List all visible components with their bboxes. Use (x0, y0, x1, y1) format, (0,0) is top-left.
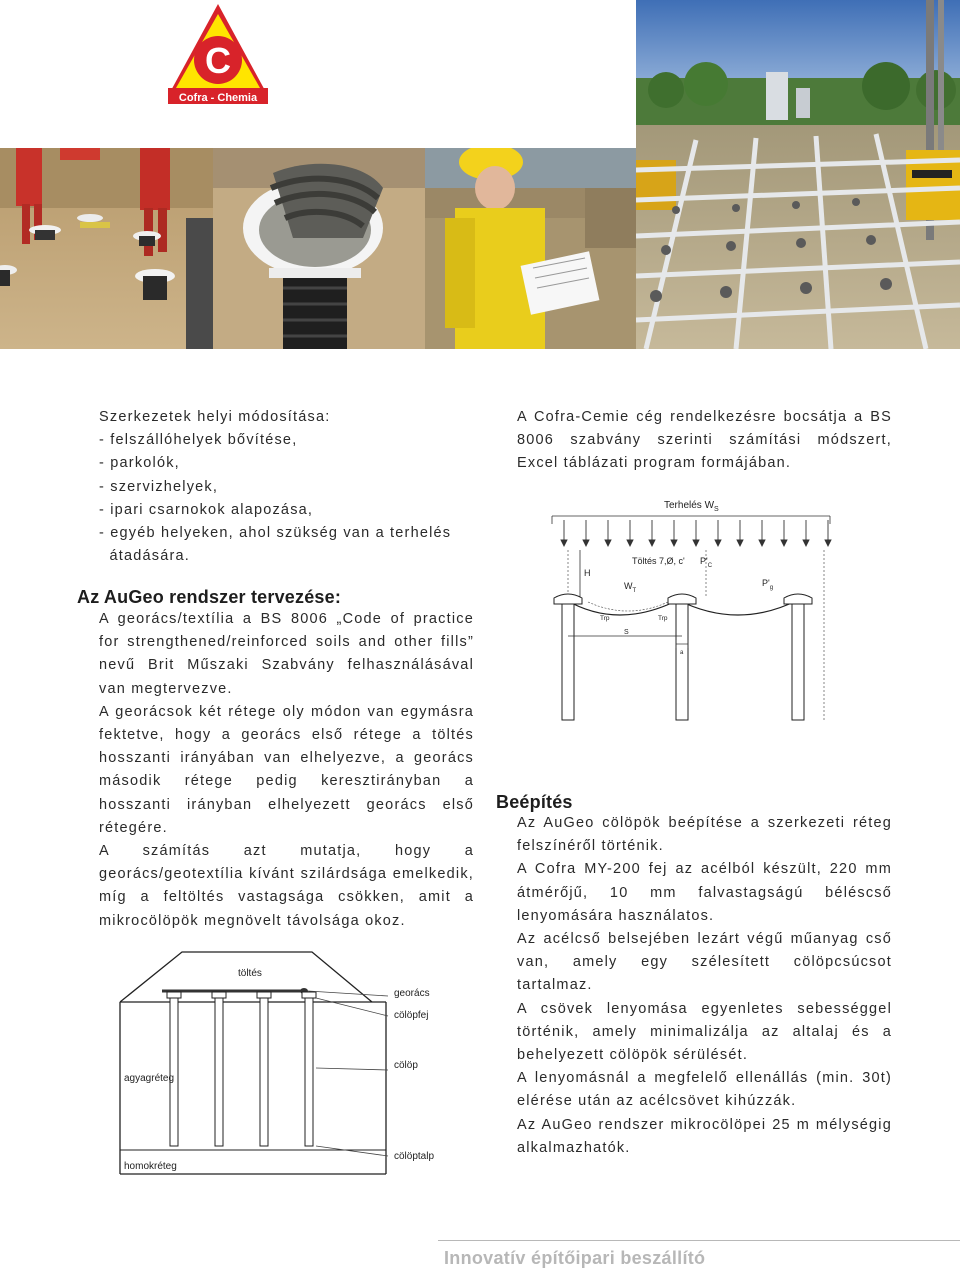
footer-tagline: Innovatív építőipari beszállító (444, 1248, 706, 1268)
design-heading: Az AuGeo rendszer tervezése: (77, 587, 342, 607)
footer-divider (438, 1240, 960, 1241)
logo-area (0, 0, 290, 112)
install-paragraph: A csövek lenyomása egyenletes sebességgel történik, amely minimalizálja az altalaj és a behelyezett cölöpök sérülését. (517, 1000, 892, 1064)
label-h: H (584, 568, 591, 578)
pile-section-drawing (116, 948, 446, 1178)
design-text-block (99, 608, 474, 933)
photo-pile-concrete (213, 148, 425, 349)
label-fill: töltés (238, 968, 262, 979)
local-modifications-block (99, 406, 479, 568)
install-heading: Beépítés (496, 792, 573, 812)
label-load: Terhelés W (664, 500, 715, 511)
install-paragraph: A Cofra MY-200 fej az acélból készült, 220 mm átmérőjű, 10 mm falvastagságú béléscső lenyomására használatos. (517, 861, 892, 924)
svg-text:P'g: $P'_g$ (762, 578, 774, 591)
load-transfer-drawing (548, 494, 848, 726)
design-paragraph: A számítás azt mutatja, hogy a georács/geotextília kívánt szilárdsága emelkedik, míg a feltöltés vastagsága csökken, amit a mikrocölöpök megnövelt távolsága okoz. (99, 843, 474, 929)
design-paragraph: A georácsok két rétege oly módon van egymásra fektetve, hogy a georács első rétege a töltés hosszanti irányában van elhelyezve, a georács második rétege pedig keresztirányban a hosszanti irányban elhelyezett georács első rétegére. (99, 703, 474, 836)
pile-section-diagram (116, 948, 446, 1178)
intro-line: - felszállóhelyek bővítése, (99, 432, 298, 449)
label-trp-1: Trp (600, 615, 610, 622)
intro-line: Szerkezetek helyi módosítása: (99, 409, 331, 425)
install-paragraph: Az AuGeo rendszer mikrocölöpei 25 m mélységig alkalmazhatók. (517, 1116, 892, 1156)
label-trp-2: Trp (658, 615, 668, 622)
cofra-logo (0, 0, 290, 112)
label-pile: cölöp (394, 1060, 418, 1071)
label-pc: P' (700, 556, 708, 566)
svg-text:Cofra - Chemia: Cofra - Chemia (178, 92, 258, 104)
photo-pile-field (636, 0, 960, 349)
design-paragraph: A georács/textília a BS 8006 „Code of practice for strengthened/reinforced soils and other fills” nevű Brit Műszaki Szabvány felhasználásával van megtervezve. (99, 611, 474, 697)
intro-line: - ipari csarnokok alapozása, (99, 501, 314, 518)
intro-line: átadására. (99, 548, 190, 565)
label-sand: homokréteg (124, 1161, 177, 1172)
install-paragraph: A lenyomásnál a megfelelő ellenállás (min. 30t) elérése után az acélcsövet kihúzzák. (517, 1070, 892, 1110)
svg-text:P'C: $P'_C$ (700, 556, 713, 569)
svg-text:C: C (205, 40, 231, 81)
label-clay: agyagréteg (124, 1073, 175, 1084)
install-paragraph: Az acélcső belsejében lezárt végű műanyag cső van, amely egy szélesített cölöpcsúcsot tartalmaz. (517, 931, 892, 994)
svg-text:Terhelés WS: Terhelés $W_S$ (664, 500, 719, 513)
label-s: S (624, 629, 629, 636)
label-fill-params: Töltés 7,Ø, c' (632, 556, 685, 566)
label-pg: P' (762, 578, 770, 588)
intro-line: - parkolók, (99, 455, 180, 472)
calc-method-text (517, 406, 892, 476)
label-pile-cap: cölöpfej (394, 1010, 429, 1021)
label-a: a (680, 650, 684, 656)
install-paragraph: Az AuGeo cölöpök beépítése a szerkezeti réteg felszínéről történik. (517, 815, 892, 855)
intro-line: - szervizhelyek, (99, 478, 219, 495)
install-text-block (517, 812, 892, 1160)
svg-text:WT: $W_T$ (624, 581, 637, 594)
photo-engineer-clipboard (425, 148, 636, 349)
load-transfer-diagram (548, 494, 848, 726)
label-wt: W (624, 581, 633, 591)
label-pile-toe: cölöptalp (394, 1151, 435, 1162)
photo-workers-pile-caps (0, 148, 213, 349)
calc-paragraph: A Cofra-Cemie cég rendelkezésre bocsátja a BS 8006 szabvány szerinti számítási módszert, Excel táblázati program formájában. (517, 409, 892, 472)
intro-line: - egyéb helyeken, ahol szükség van a terhelés (99, 525, 452, 542)
label-geogrid: georács (394, 988, 430, 999)
